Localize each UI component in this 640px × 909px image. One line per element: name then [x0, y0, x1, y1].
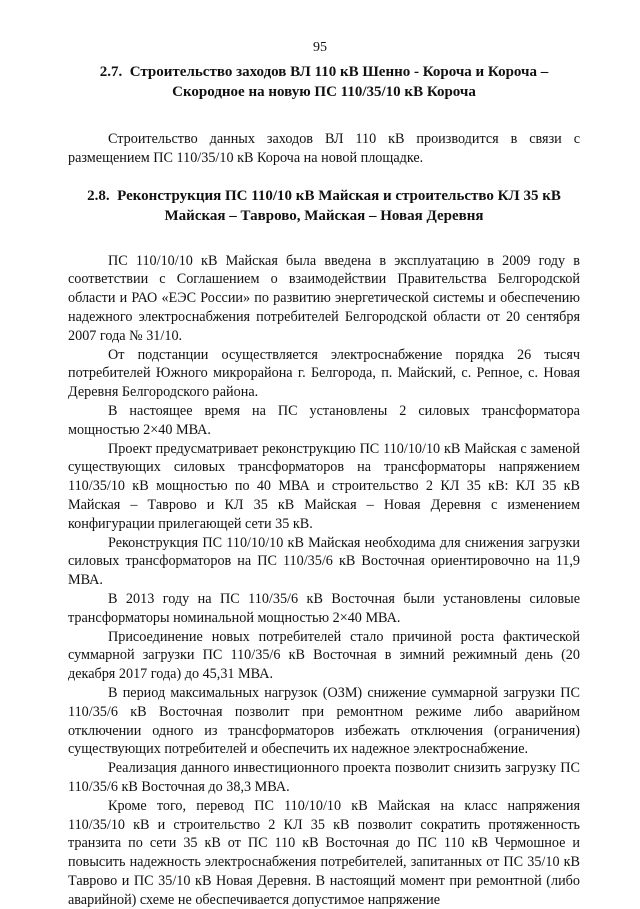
paragraph: Реализация данного инвестиционного проекта позволит снизить загрузку ПС 110/35/6 кВ Восточная до 38,3 МВА.: [68, 760, 580, 795]
paragraph: В 2013 году на ПС 110/35/6 кВ Восточная были установлены силовые трансформаторы номинальной мощностью 2×40 МВА.: [68, 590, 580, 626]
paragraph: В период максимальных нагрузок (ОЗМ) снижение суммарной загрузки ПС 110/35/6 кВ Восточная позволит при ремонтном режиме либо аварийном отключении одного из трансформаторов избежать отключения (ограничения) существующих потребителей и обеспечить их надежное электроснабжение.: [68, 684, 580, 758]
section-title-line1: Реконструкция ПС 110/10 кВ Майская и строительство КЛ 35 кВ: [117, 187, 561, 204]
page-number: 95: [313, 40, 327, 55]
section-heading-2-7: [68, 62, 580, 102]
page-content: [68, 62, 580, 909]
paragraph: В настоящее время на ПС установлены 2 силовых трансформатора мощностью 2×40 МВА.: [68, 402, 580, 438]
paragraph: Строительство данных заходов ВЛ 110 кВ производится в связи с размещением ПС 110/35/10 кВ Короча на новой площадке.: [68, 131, 580, 166]
paragraph: Кроме того, перевод ПС 110/10/10 кВ Майская на класс напряжения 110/35/10 кВ и строительство 2 КЛ 35 кВ позволит сократить протяженность транзита по сети 35 кВ от ПС 110 кВ Восточная до ПС 110 кВ Чермошное и повысить надежность электроснабжения потребителей, запитанных от ПС 35/10 кВ Таврово и ПС 35/10 кВ Новая Деревня. В настоящий момент при ремонтной (либо аварийной) схеме не обеспечивается допустимое напряжение: [68, 797, 580, 908]
section-heading-2-8: [68, 186, 580, 226]
section-number: 2.7.: [99, 64, 123, 80]
paragraph: ПС 110/10/10 кВ Майская была введена в эксплуатацию в 2009 году в соответствии с Соглашением о взаимодействии Правительства Белгородской области и РАО «ЕЭС России» по развитию энергетической системы и обеспечению надежного электроснабжения потребителей Белгородской области от 20 сентября 2007 года № 31/10.: [68, 252, 580, 344]
paragraph: Присоединение новых потребителей стало причиной роста фактической суммарной загрузки ПС 110/35/6 кВ Восточная в зимний режимный день (20 декабря 2017 года) до 45,31 МВА.: [68, 628, 580, 683]
section-title-line2: Скородное на новую ПС 110/35/10 кВ Короча: [172, 84, 476, 100]
section-number: 2.8.: [87, 187, 110, 204]
section-title-line2: Майская – Таврово, Майская – Новая Деревня: [164, 207, 484, 224]
paragraph: Проект предусматривает реконструкцию ПС 110/10/10 кВ Майская с заменой существующих силовых трансформаторов на трансформаторы напряжением 110/35/10 кВ мощностью по 40 МВА и строительство 2 КЛ 35 кВ: КЛ 35 кВ Майская – Таврово и КЛ 35 кВ Майская – Новая Деревня с изменением конфигурации прилегающей сети 35 кВ.: [68, 440, 580, 532]
paragraph: Реконструкция ПС 110/10/10 кВ Майская необходима для снижения загрузки силовых трансформаторов на ПС 110/35/6 кВ Восточная ориентировочно на 11,9 МВА.: [68, 534, 580, 589]
paragraph: От подстанции осуществляется электроснабжение порядка 26 тысяч потребителей Южного микрорайона г. Белгорода, п. Майский, с. Репное, с. Новая Деревня Белгородского района.: [68, 346, 580, 401]
section-title-line1: Строительство заходов ВЛ 110 кВ Шенно - Короча и Короча –: [129, 64, 549, 80]
